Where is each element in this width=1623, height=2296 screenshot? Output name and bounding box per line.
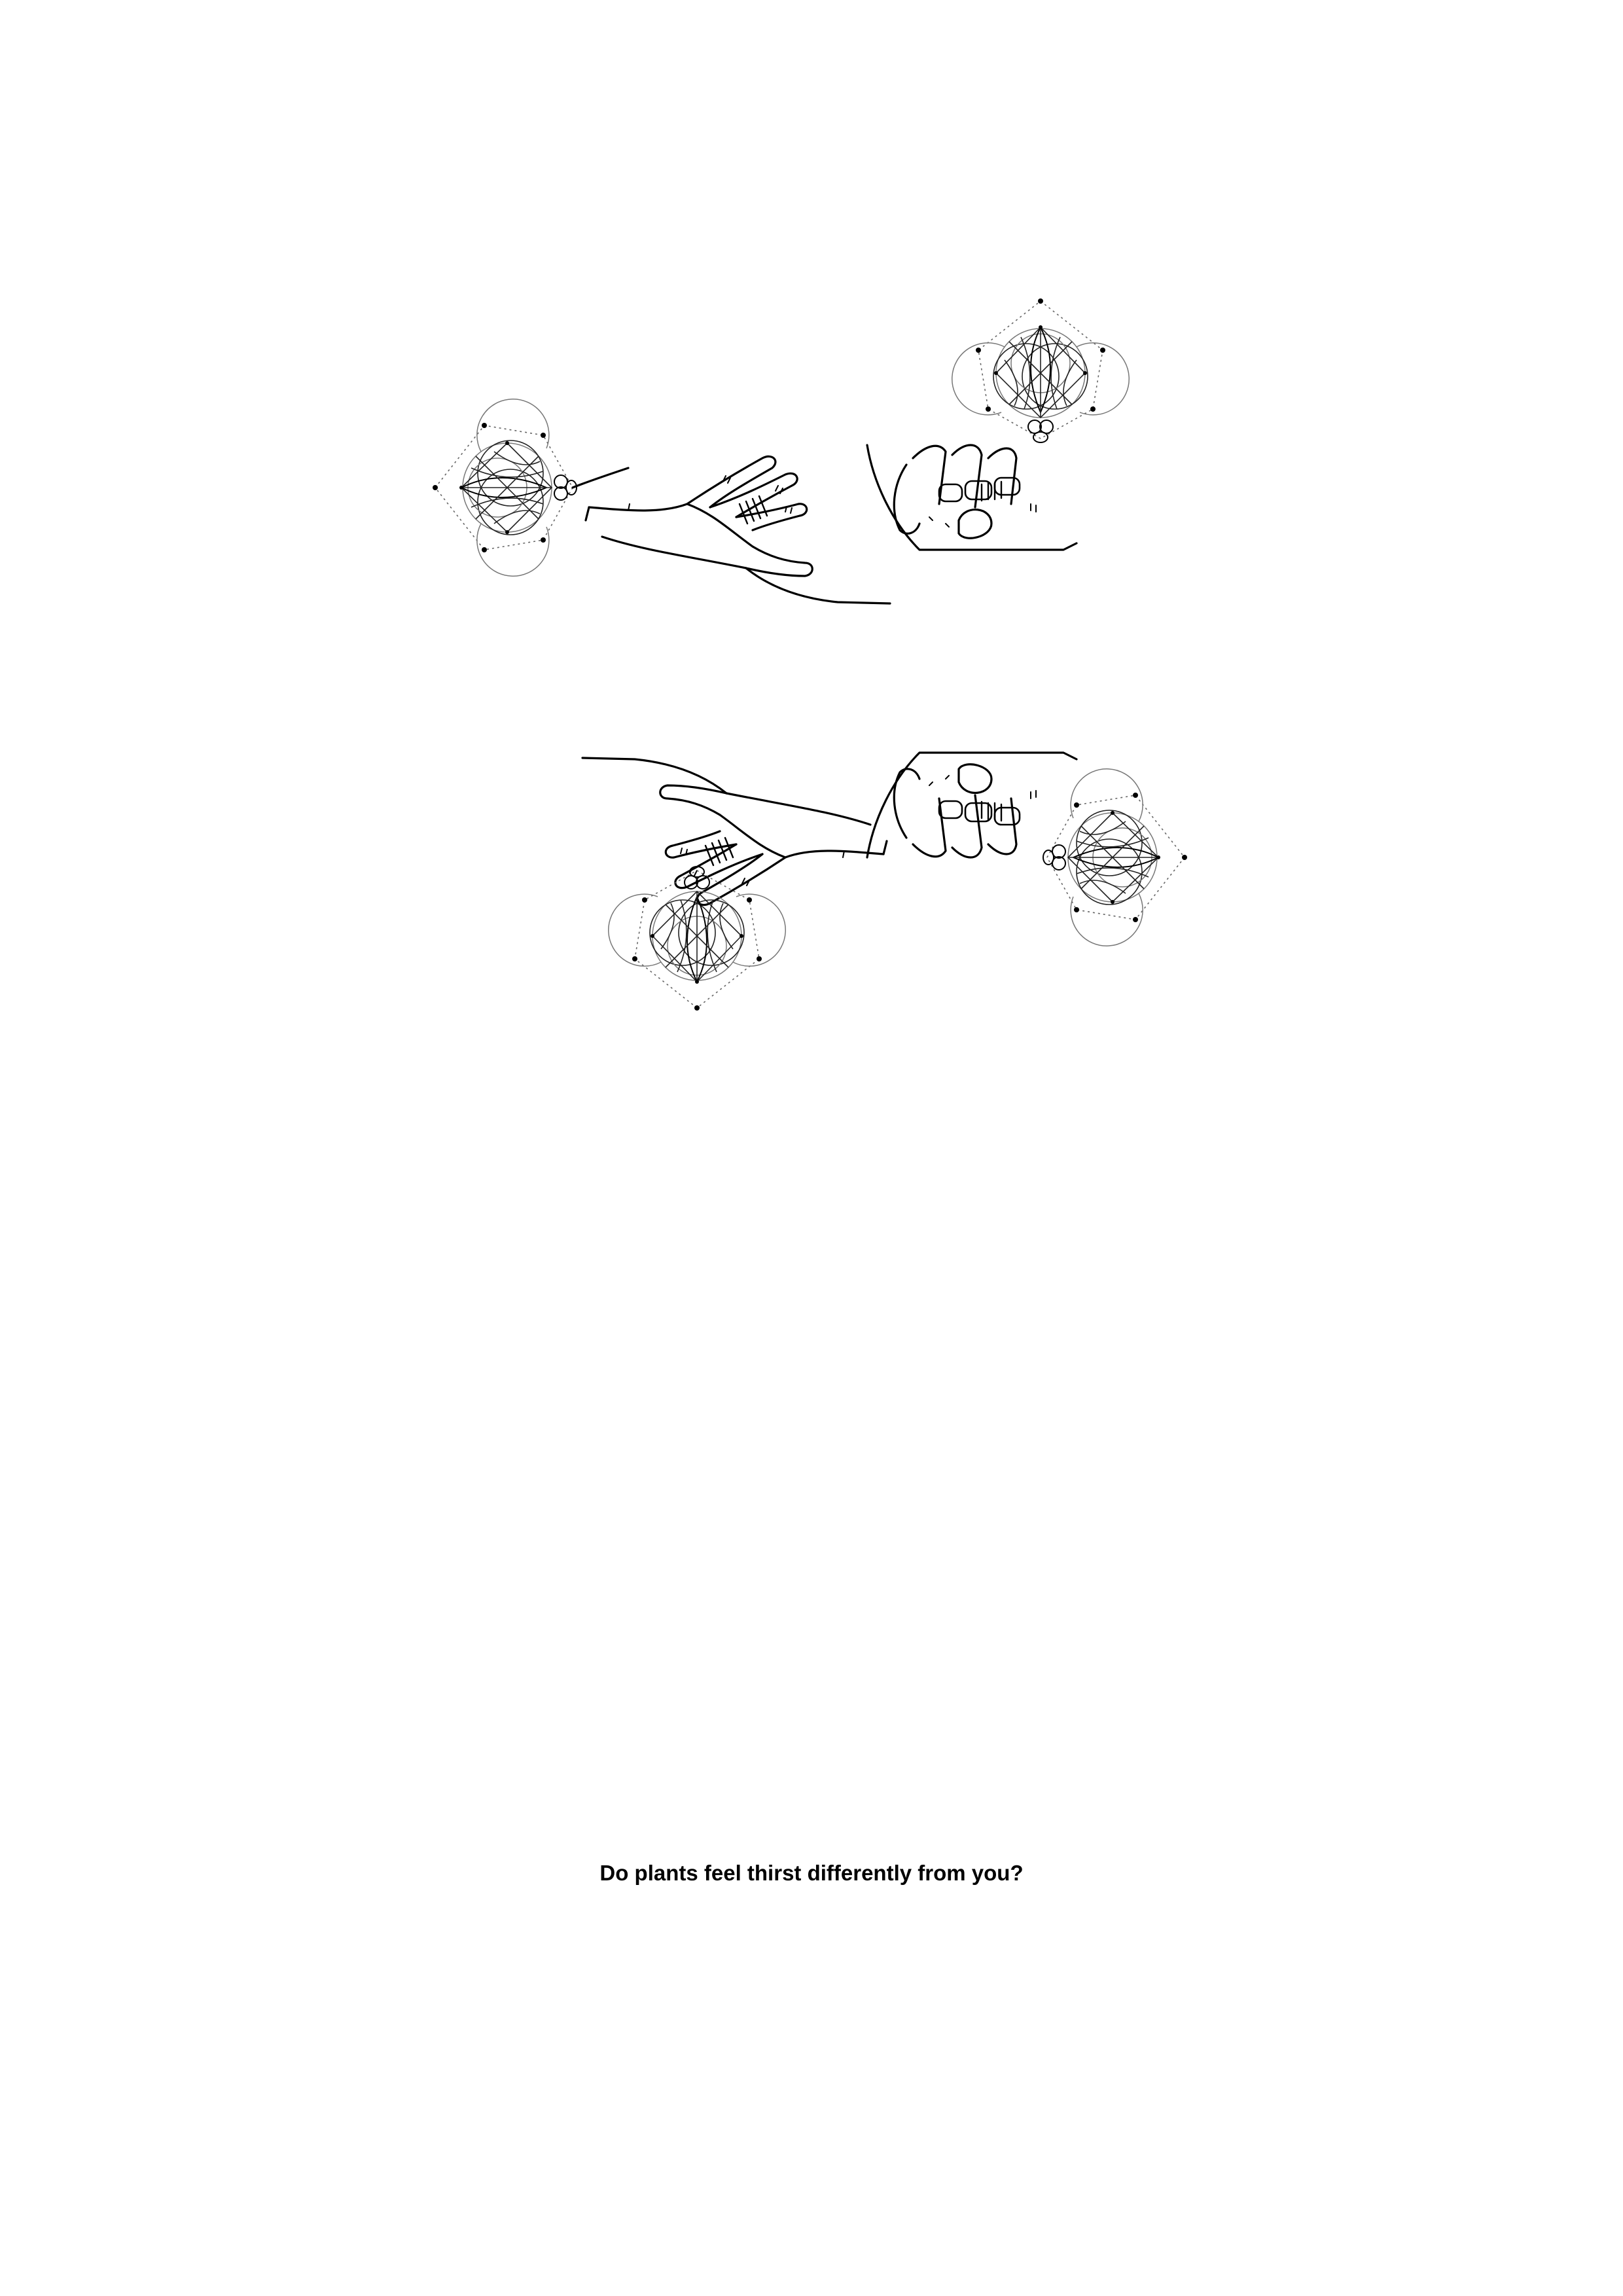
geometric-pendant-up [952,298,1129,442]
hand-top-left [586,456,890,603]
geometric-pendant-down [609,867,785,1011]
caption-question: Do plants feel thirst differently from you? [599,1861,1024,1885]
geometric-pendant-left [433,399,577,576]
hand-top-right [867,445,1077,550]
geometric-pendant-right [1043,769,1187,946]
hand-bottom-left [582,758,887,905]
pendant-chain-left [573,468,628,488]
illustration [0,0,1623,1113]
hand-bottom-right [867,753,1077,857]
